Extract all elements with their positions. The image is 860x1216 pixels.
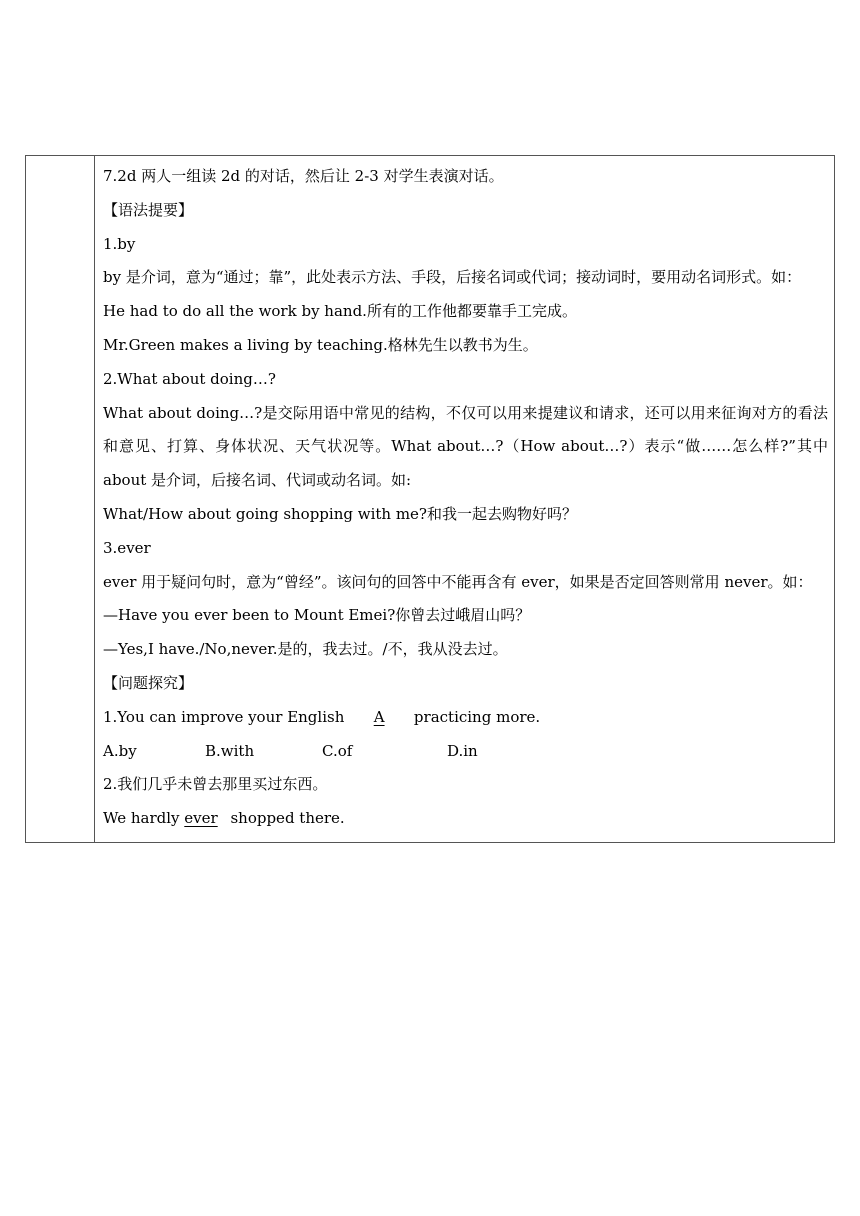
option-d: D.in: [447, 741, 478, 760]
example-sentence: Mr.Green makes a living by teaching.格林先生以教书为生。: [103, 335, 538, 354]
question-1-text-before: 1.You can improve your English: [103, 707, 345, 726]
option-a: A.by: [103, 741, 137, 760]
step-7-text: 7.2d 两人一组读 2d 的对话，然后让 2-3 对学生表演对话。: [103, 167, 504, 185]
grammar-point-1-explanation: by 是介词，意为“通过；靠”，此处表示方法、手段，后接名词或代词；接动词时，要用动名词形式。如：: [103, 268, 802, 287]
grammar-point-2-title: 2.What about doing…?: [103, 369, 276, 388]
dialogue-line: —Have you ever been to Mount Emei?你曾去过峨眉山吗？: [103, 606, 531, 625]
question-1-text-after: practicing more.: [413, 707, 541, 726]
question-2-text-after: shopped there.: [230, 809, 345, 828]
option-b: B.with: [205, 741, 255, 760]
question-2-prompt: 2.我们几乎未曾去那里买过东西。: [103, 775, 328, 794]
exploration-section-heading: 【问题探究】: [103, 673, 194, 692]
example-sentence: What/How about going shopping with me?和我一起去购物好吗？: [103, 504, 577, 523]
grammar-point-3-title: 3.ever: [103, 538, 151, 557]
question-2: [103, 802, 828, 836]
dialogue-line: —Yes,I have./No,never.是的，我去过。/不，我从没去过。: [103, 640, 508, 659]
grammar-point-2-explanation: What about doing…?是交际用语中常见的结构，不仅可以用来提建议和请求，还可以用来征询对方的看法和意见、打算、身体状况、天气状况等。What about…?（How about…?）表示“做……怎么样?”其中 about 是介词，后接名词、代词或动名词。如:: [103, 403, 828, 490]
question-1: [103, 701, 828, 735]
document-table: [25, 155, 835, 843]
grammar-point-1-title: 1.by: [103, 234, 136, 253]
question-1-answer-blank: A: [373, 707, 385, 726]
table-content-column: [95, 156, 834, 842]
question-2-answer-blank: ever: [184, 809, 218, 828]
grammar-point-3-explanation: ever 用于疑问句时，意为“曾经”。该问句的回答中不能再含有 ever，如果是否定回答则常用 never。如：: [103, 572, 813, 591]
question-2-text-before: We hardly: [103, 809, 180, 828]
grammar-section-heading: 【语法提要】: [103, 200, 194, 219]
option-c: C.of: [322, 741, 353, 760]
example-sentence: He had to do all the work by hand.所有的工作他都要靠手工完成。: [103, 302, 577, 321]
question-1-options: [103, 735, 828, 769]
table-left-column: [26, 156, 95, 842]
